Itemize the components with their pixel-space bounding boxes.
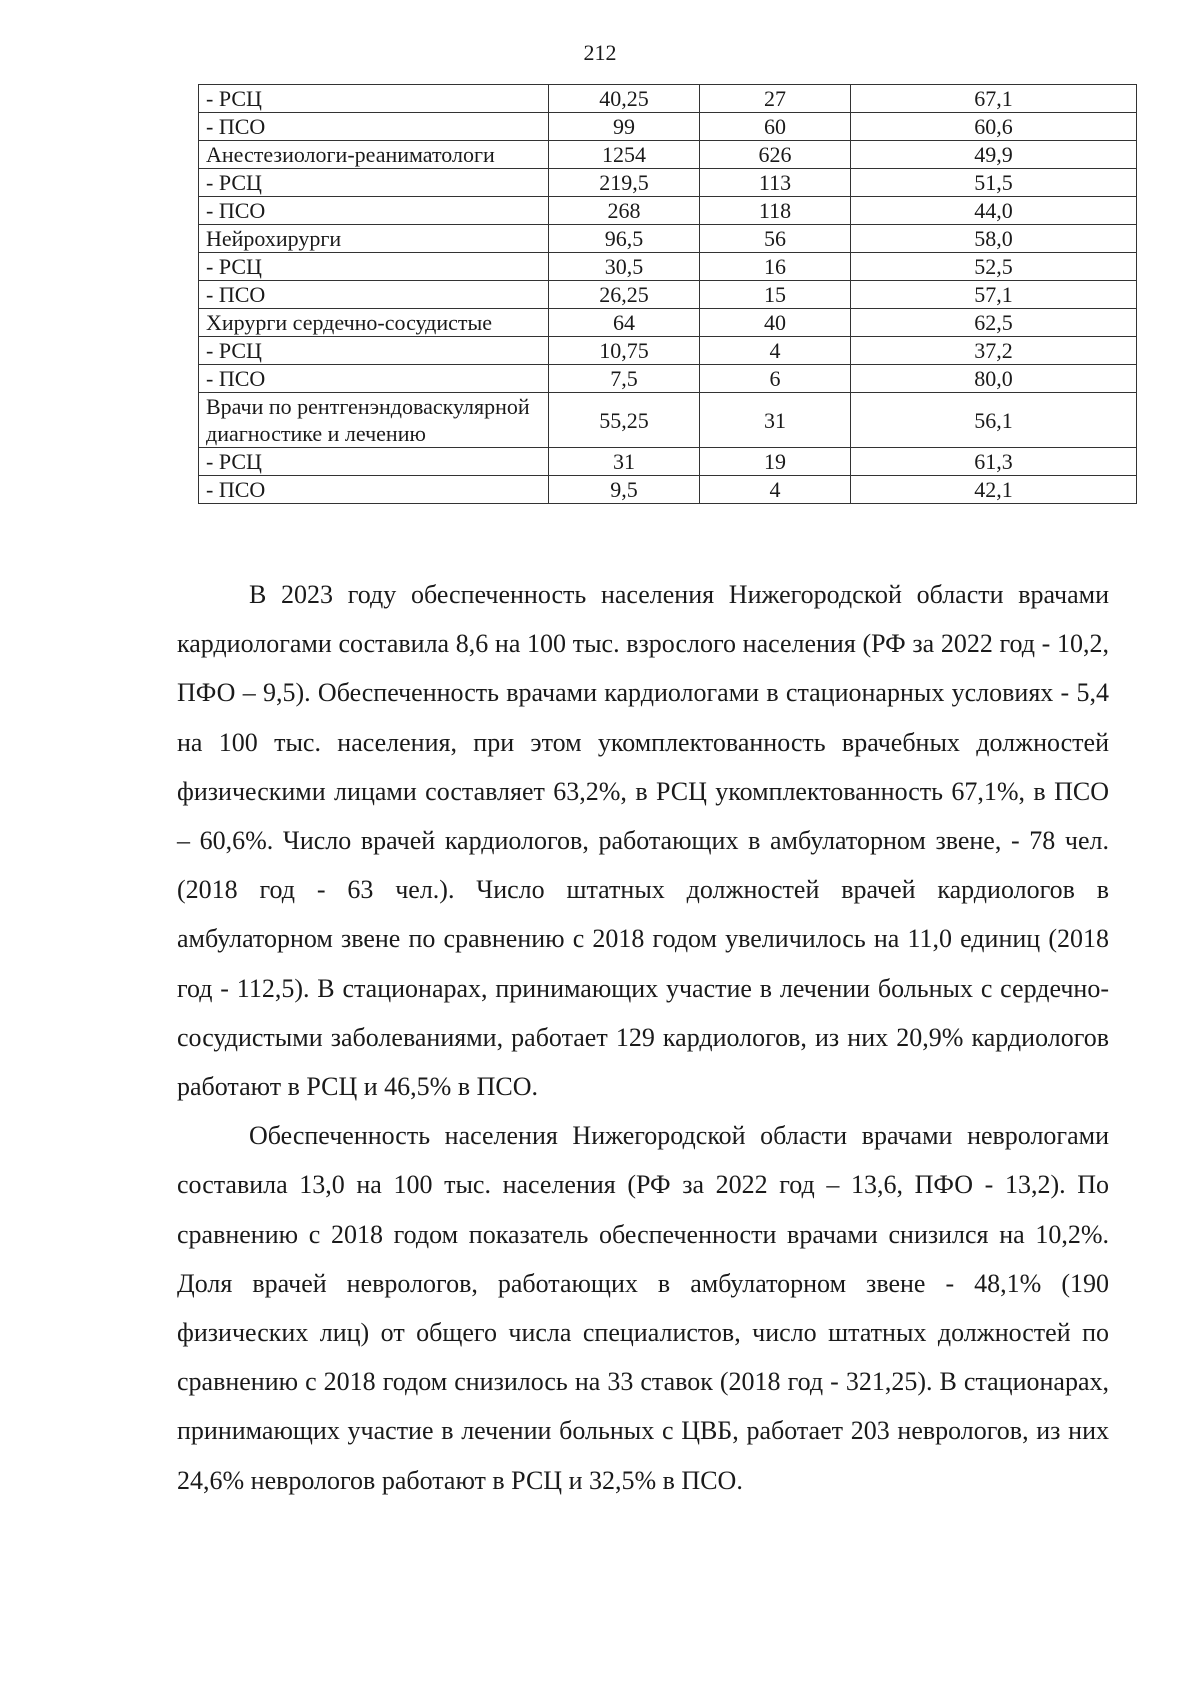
cell-value-2: 27 <box>700 85 851 113</box>
cell-value-1: 7,5 <box>549 365 700 393</box>
cell-value-1: 40,25 <box>549 85 700 113</box>
cell-category: - ПСО <box>199 476 549 504</box>
cell-value-3: 44,0 <box>851 197 1137 225</box>
cell-value-2: 4 <box>700 476 851 504</box>
cell-value-3: 61,3 <box>851 448 1137 476</box>
body-text <box>177 570 1109 1505</box>
cell-value-3: 57,1 <box>851 281 1137 309</box>
table-row <box>199 448 1137 476</box>
cell-value-2: 60 <box>700 113 851 141</box>
cell-category: Хирурги сердечно-сосудистые <box>199 309 549 337</box>
cell-category: - РСЦ <box>199 448 549 476</box>
table-row <box>199 225 1137 253</box>
cell-value-3: 67,1 <box>851 85 1137 113</box>
cell-value-2: 6 <box>700 365 851 393</box>
cell-category: - ПСО <box>199 365 549 393</box>
cell-value-2: 118 <box>700 197 851 225</box>
cell-value-1: 10,75 <box>549 337 700 365</box>
table-row <box>199 309 1137 337</box>
cell-category: - РСЦ <box>199 85 549 113</box>
cell-category: Анестезиологи-реаниматологи <box>199 141 549 169</box>
table-row <box>199 281 1137 309</box>
cell-value-2: 40 <box>700 309 851 337</box>
table-row <box>199 197 1137 225</box>
staffing-table <box>198 84 1137 504</box>
cell-value-2: 113 <box>700 169 851 197</box>
cell-value-1: 31 <box>549 448 700 476</box>
table-row <box>199 113 1137 141</box>
cell-value-1: 99 <box>549 113 700 141</box>
cell-value-3: 56,1 <box>851 393 1137 448</box>
cell-value-1: 1254 <box>549 141 700 169</box>
cell-category: - РСЦ <box>199 169 549 197</box>
cell-value-3: 60,6 <box>851 113 1137 141</box>
cell-category: - РСЦ <box>199 253 549 281</box>
cell-value-3: 49,9 <box>851 141 1137 169</box>
cell-value-1: 64 <box>549 309 700 337</box>
cell-value-2: 19 <box>700 448 851 476</box>
cell-value-3: 62,5 <box>851 309 1137 337</box>
cell-category: - ПСО <box>199 113 549 141</box>
table-row <box>199 393 1137 448</box>
cell-value-1: 268 <box>549 197 700 225</box>
cell-value-3: 37,2 <box>851 337 1137 365</box>
table-row <box>199 141 1137 169</box>
cell-value-3: 42,1 <box>851 476 1137 504</box>
table-body <box>199 85 1137 504</box>
cell-category: Врачи по рентгенэндоваскулярной диагностике и лечению <box>199 393 549 448</box>
cell-value-2: 15 <box>700 281 851 309</box>
cell-value-3: 52,5 <box>851 253 1137 281</box>
cell-value-1: 30,5 <box>549 253 700 281</box>
cell-value-1: 219,5 <box>549 169 700 197</box>
cell-category: Нейрохирурги <box>199 225 549 253</box>
cell-value-1: 96,5 <box>549 225 700 253</box>
cell-value-2: 16 <box>700 253 851 281</box>
cell-category: - ПСО <box>199 197 549 225</box>
table-row <box>199 476 1137 504</box>
cell-value-2: 4 <box>700 337 851 365</box>
cell-value-1: 55,25 <box>549 393 700 448</box>
table-row <box>199 169 1137 197</box>
cell-value-3: 58,0 <box>851 225 1137 253</box>
cell-value-2: 56 <box>700 225 851 253</box>
paragraph-neurologists: Обеспеченность населения Нижегородской области врачами неврологами составила 13,0 на 100 тыс. населения (РФ за 2022 год – 13,6, ПФО - 13,2). По сравнению с 2018 годом показатель обеспеченности врачами снизился на 10,2%. Доля врачей неврологов, работающих в амбулаторном звене - 48,1% (190 физических лиц) от общего числа специалистов, число штатных должностей по сравнению с 2018 годом снизилось на 33 ставок (2018 год - 321,25). В стационарах, принимающих участие в лечении больных с ЦВБ, работает 203 неврологов, из них 24,6% неврологов работают в РСЦ и 32,5% в ПСО. <box>177 1121 1109 1495</box>
table-row <box>199 85 1137 113</box>
table-row <box>199 253 1137 281</box>
page-number: 212 <box>583 40 617 65</box>
cell-category: - ПСО <box>199 281 549 309</box>
table-row <box>199 337 1137 365</box>
cell-value-3: 80,0 <box>851 365 1137 393</box>
paragraph-cardiologists: В 2023 году обеспеченность населения Нижегородской области врачами кардиологами составила 8,6 на 100 тыс. взрослого населения (РФ за 2022 год - 10,2, ПФО – 9,5). Обеспеченность врачами кардиологами в стационарных условиях - 5,4 на 100 тыс. населения, при этом укомплектованность врачебных должностей физическими лицами составляет 63,2%, в РСЦ укомплектованность 67,1%, в ПСО – 60,6%. Число врачей кардиологов, работающих в амбулаторном звене, - 78 чел. (2018 год - 63 чел.). Число штатных должностей врачей кардиологов в амбулаторном звене по сравнению с 2018 годом увеличилось на 11,0 единиц (2018 год - 112,5). В стационарах, принимающих участие в лечении больных с сердечно-сосудистыми заболеваниями, работает 129 кардиологов, из них 20,9% кардиологов работают в РСЦ и 46,5% в ПСО. <box>177 580 1109 1102</box>
cell-value-3: 51,5 <box>851 169 1137 197</box>
cell-value-2: 626 <box>700 141 851 169</box>
cell-value-1: 9,5 <box>549 476 700 504</box>
cell-value-2: 31 <box>700 393 851 448</box>
table-row <box>199 365 1137 393</box>
cell-value-1: 26,25 <box>549 281 700 309</box>
cell-category: - РСЦ <box>199 337 549 365</box>
